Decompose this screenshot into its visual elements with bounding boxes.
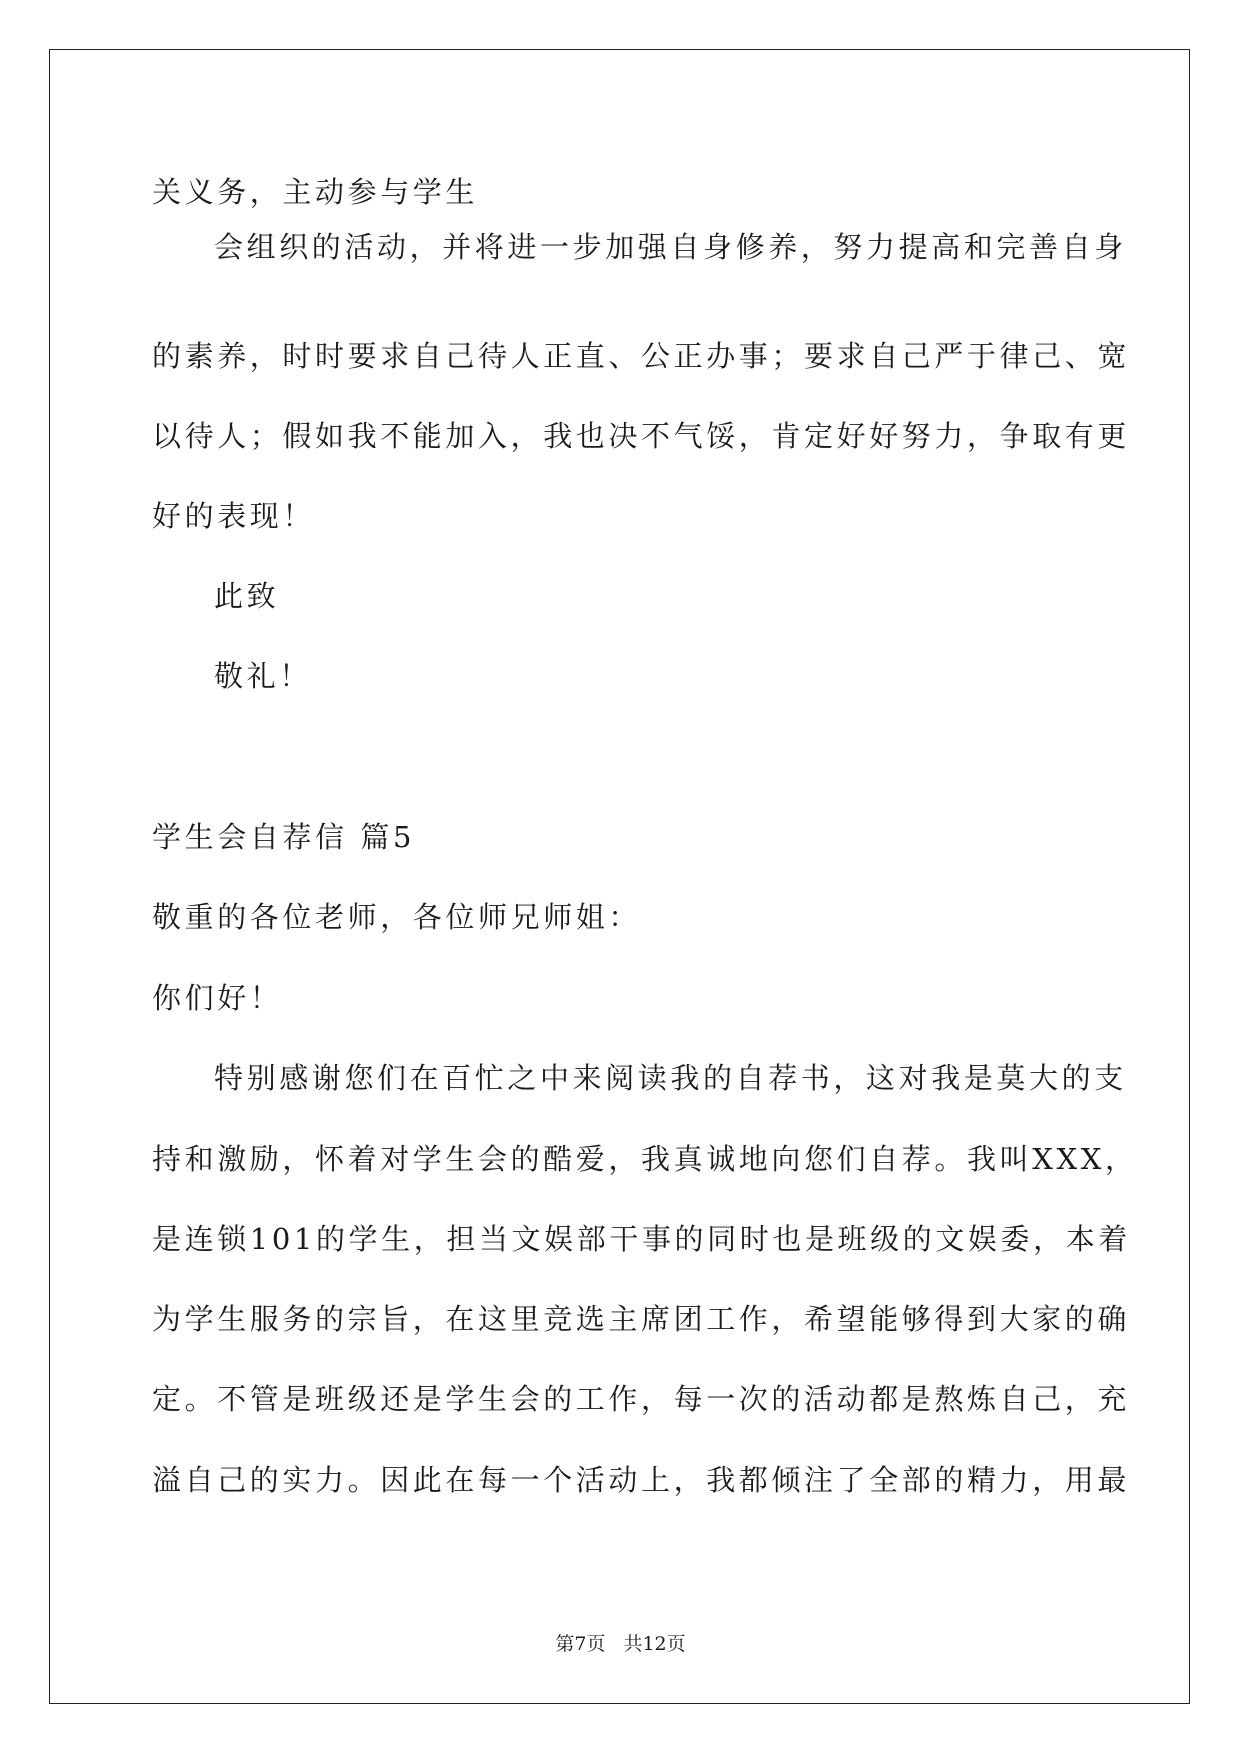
body-line: 溢自己的实力。因此在每一个活动上，我都倾注了全部的精力，用最: [152, 1463, 1131, 1497]
body-line: 特别感谢您们在百忙之中来阅读我的自荐书，这对我是莫大的支: [214, 1061, 1127, 1095]
body-line: 是连锁101的学生，担当文娱部干事的同时也是班级的文娱委，本着: [152, 1222, 1131, 1256]
page-footer: [0, 1635, 1241, 1654]
body-line: 为学生服务的宗旨，在这里竞选主席团工作，希望能够得到大家的确: [152, 1302, 1131, 1336]
body-line: 的素养，时时要求自己待人正直、公正办事；要求自己严于律己、宽: [152, 339, 1131, 373]
body-line: 定。不管是班级还是学生会的工作，每一次的活动都是熬炼自己，充: [152, 1382, 1131, 1416]
greeting: 你们好！: [152, 981, 283, 1015]
section-heading: 学生会自荐信 篇5: [152, 820, 416, 854]
page-number: 第7页: [555, 1633, 606, 1655]
body-line: 会组织的活动，并将进一步加强自身修养，努力提高和完善自身: [214, 230, 1127, 264]
body-line: 以待人；假如我不能加入，我也决不气馁，肯定好好努力，争取有更: [152, 419, 1131, 453]
page-border: [49, 49, 1190, 1704]
body-line: 好的表现！: [152, 499, 316, 533]
closing-line: 此致: [214, 579, 280, 613]
body-line: 持和激励，怀着对学生会的酷爱，我真诚地向您们自荐。我叫XXX，: [152, 1142, 1138, 1176]
body-line: 关义务，主动参与学生: [152, 175, 479, 209]
salutation: 敬重的各位老师，各位师兄师姐：: [152, 900, 642, 934]
closing-line: 敬礼！: [214, 659, 312, 693]
total-pages: 共12页: [623, 1633, 686, 1655]
